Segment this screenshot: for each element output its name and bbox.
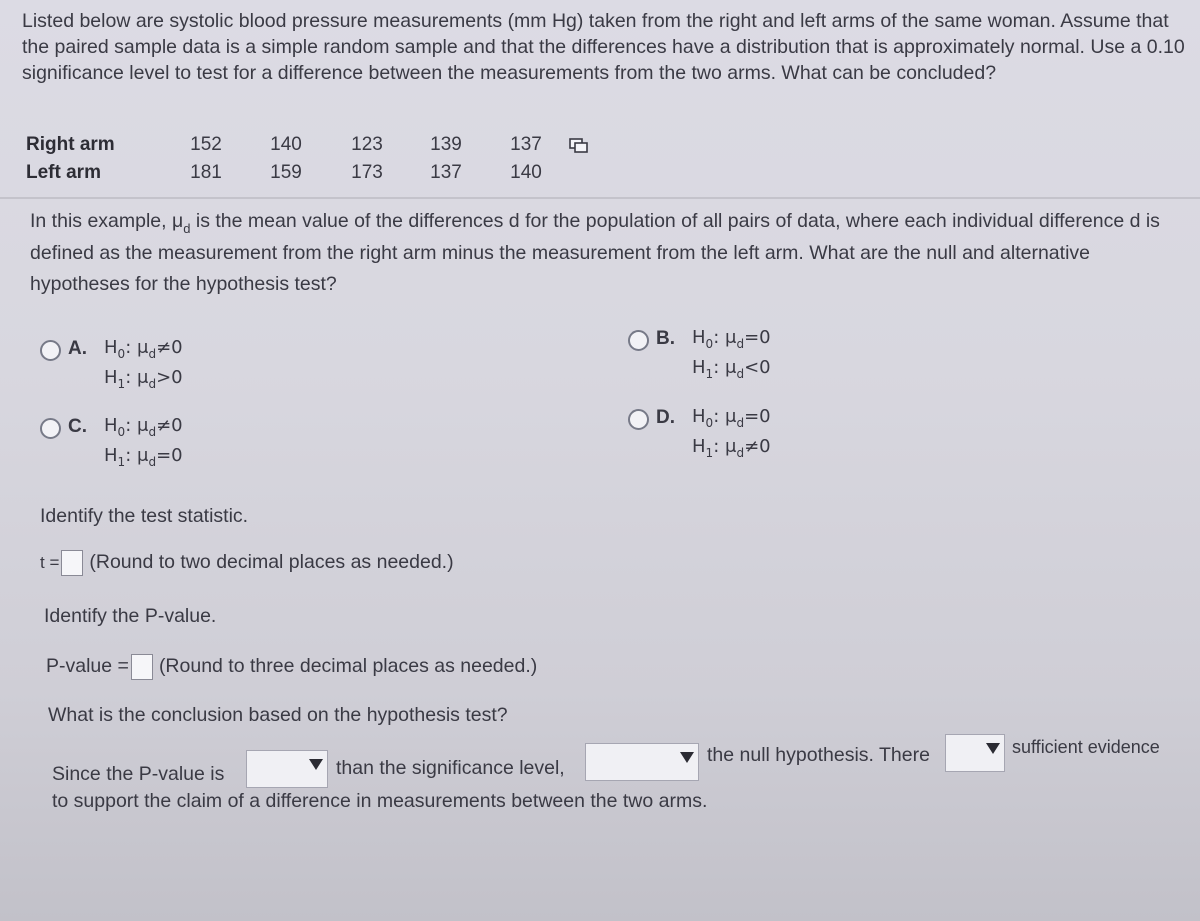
right-arm-value: 123 xyxy=(351,134,383,155)
p-value-prompt: Identify the P-value. xyxy=(44,605,217,627)
left-arm-value: 137 xyxy=(430,162,462,183)
option-a[interactable] xyxy=(40,336,300,400)
right-arm-value: 139 xyxy=(430,134,462,155)
option-a-radio[interactable] xyxy=(40,340,61,361)
option-d-radio[interactable] xyxy=(628,409,649,430)
t-answer-input[interactable] xyxy=(61,550,83,576)
option-b-h0: $H_0$: $\mu_d=0$ xyxy=(692,327,771,351)
option-a-letter: A. xyxy=(68,338,87,359)
conclusion-than-text: than the significance level, xyxy=(336,757,565,779)
option-d-letter: D. xyxy=(656,407,675,428)
option-b-h1: $H_1$: $\mu_d<0$ xyxy=(692,357,771,381)
option-b-letter: B. xyxy=(656,328,675,349)
option-a-h0: $H_0$: $\mu_d\ne 0$ xyxy=(104,337,183,361)
option-d[interactable] xyxy=(628,405,888,469)
mu-subscript: d xyxy=(183,221,191,236)
comparison-dropdown[interactable] xyxy=(246,750,328,788)
conclusion-sufficient-text: sufficient evidence xyxy=(1012,737,1160,757)
conclusion-null-text: the null hypothesis. There xyxy=(707,744,930,766)
option-a-h1: $H_1$: $\mu_d>0$ xyxy=(104,367,183,391)
section-divider xyxy=(0,197,1200,199)
right-arm-value: 140 xyxy=(270,134,302,155)
option-c-radio[interactable] xyxy=(40,418,61,439)
option-c-h1: $H_1$: $\mu_d=0$ xyxy=(104,445,183,469)
option-b[interactable] xyxy=(628,326,888,390)
mu-symbol: μ xyxy=(171,210,184,232)
right-arm-label: Right arm xyxy=(26,134,115,155)
question-text-end: is the mean value of the differences d for the population of all pairs of data, where each individual difference d is defined as the measurement from the right arm minus the measurement from the left arm. What are the null and alternative hypotheses for the hypothesis test? xyxy=(30,210,1160,295)
evidence-dropdown[interactable] xyxy=(945,734,1005,772)
conclusion-prompt: What is the conclusion based on the hypothesis test? xyxy=(48,704,508,726)
chevron-down-icon xyxy=(680,752,694,763)
p-value-label: P-value = xyxy=(46,655,129,678)
decision-dropdown[interactable] xyxy=(585,743,699,781)
copy-data-icon[interactable] xyxy=(569,138,589,154)
conclusion-since-text: Since the P-value is xyxy=(52,763,225,785)
left-arm-label: Left arm xyxy=(26,162,101,183)
problem-intro: Listed below are systolic blood pressure measurements (mm Hg) taken from the right and left arms of the same woman. Assume that the paired sample data is a simple random sample and that the differences have a distribution that is approximately normal. Use a 0.10 significance level to test for a difference between the measurements from the two arms. What can be concluded? xyxy=(22,10,1185,84)
t-hint: (Round to two decimal places as needed.) xyxy=(89,551,454,574)
right-arm-value: 137 xyxy=(510,134,542,155)
conclusion-support-text: to support the claim of a difference in measurements between the two arms. xyxy=(52,790,708,812)
test-statistic-row xyxy=(40,550,454,576)
left-arm-value: 181 xyxy=(190,162,222,183)
hypothesis-question xyxy=(30,206,1180,300)
option-b-radio[interactable] xyxy=(628,330,649,351)
chevron-down-icon xyxy=(986,743,1000,754)
left-arm-row xyxy=(26,162,586,186)
test-statistic-prompt: Identify the test statistic. xyxy=(40,505,249,527)
left-arm-value: 159 xyxy=(270,162,302,183)
t-label: t = xyxy=(40,553,60,573)
option-c[interactable] xyxy=(40,414,300,478)
option-d-h0: $H_0$: $\mu_d=0$ xyxy=(692,406,771,430)
right-arm-row xyxy=(26,134,586,158)
left-arm-value: 173 xyxy=(351,162,383,183)
p-value-hint: (Round to three decimal places as needed.) xyxy=(158,655,538,678)
option-d-h1: $H_1$: $\mu_d\ne 0$ xyxy=(692,436,771,460)
p-value-answer-input[interactable] xyxy=(131,654,153,680)
option-c-letter: C. xyxy=(68,416,87,437)
right-arm-value: 152 xyxy=(190,134,222,155)
p-value-row xyxy=(46,654,537,680)
chevron-down-icon xyxy=(309,759,323,770)
option-c-h0: $H_0$: $\mu_d\ne 0$ xyxy=(104,415,183,439)
question-text-start: In this example, xyxy=(30,210,172,232)
left-arm-value: 140 xyxy=(510,162,542,183)
